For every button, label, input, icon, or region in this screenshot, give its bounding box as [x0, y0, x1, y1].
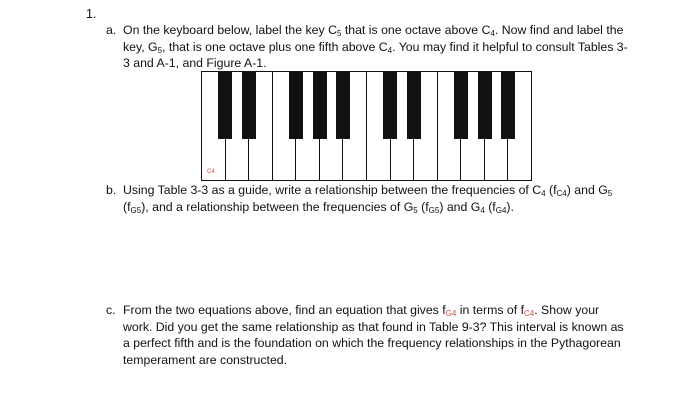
piano-keyboard [201, 71, 531, 181]
black-key [383, 71, 397, 139]
c4-key-label: C4 [207, 169, 215, 175]
question-part-c [106, 302, 629, 368]
question-part-b [106, 182, 629, 215]
black-key [313, 71, 327, 139]
part-b-text: Using Table 3-3 as a guide, write a relationship between the frequencies of $C_4$ $(f_{C4})$ and $G_5$ $(f_{G5})$, and a relationship between the frequencies of $G_5$ $(f_{G5})$ and $G_4$ $(f_{G4})$. [123, 183, 613, 215]
part-a-text: On the keyboard below, label the key $C_5$ that is one octave above $C_4$. Now find and label the key, $G_5$, that is one octave plus one fifth above $C_4$. You may find it helpful to consult Tables 3-3 and A-1, and Figure A-1. [123, 23, 628, 70]
part-a-label: a. [106, 23, 117, 37]
black-key [336, 71, 350, 139]
part-c-label: c. [106, 303, 116, 317]
black-key [289, 71, 303, 139]
black-key [478, 71, 492, 139]
black-key [454, 71, 468, 139]
black-key [407, 71, 421, 139]
black-key [501, 71, 515, 139]
part-c-text: From the two equations above, find an equation that gives $f_{G4}$ in terms of $f_{C4}$. Show your work. Did you get the same relationship as that found in Table 9-3? This interval is known as a perfect fifth and is the foundation on which the frequency relationships in the Pythagorean temperament are constructed. [123, 303, 624, 367]
question-part-a [106, 22, 629, 72]
part-b-label: b. [106, 183, 117, 197]
black-key [242, 71, 256, 139]
question-number: 1. [86, 7, 97, 21]
black-key [218, 71, 232, 139]
